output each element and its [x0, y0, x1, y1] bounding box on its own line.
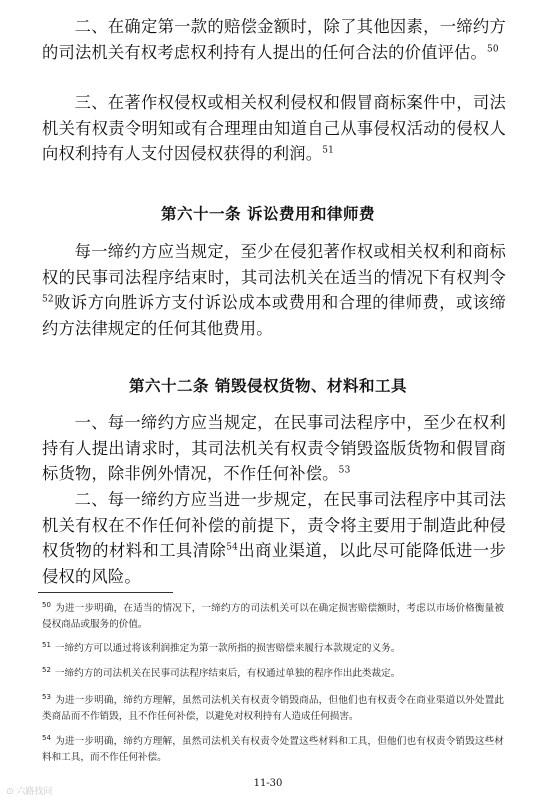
- footnote-text: 一缔约方可以通过将该利润推定为第一款所指的损害赔偿来履行本款规定的义务。: [54, 643, 401, 654]
- footnote-ref-53[interactable]: 53: [338, 465, 351, 476]
- paragraph-60-2: [42, 14, 506, 65]
- paragraph-text: 每一缔约方应当规定，至少在侵犯著作权或相关权利和商标权的民事司法程序结束时，其司法机关在适当的情况下有权判令: [42, 242, 506, 287]
- footnote-text: 为进一步明确，在适当的情况下，一缔约方的司法机关可以在确定损害赔偿额时，考虑以市场价格衡量被侵权商品或服务的价值。: [42, 603, 504, 630]
- footnote-53: [42, 693, 504, 725]
- paragraph-text: 二、在确定第一款的赔偿金额时，除了其他因素，一缔约方的司法机关有权考虑权利持有人提出的任何合法的价值评估。: [42, 17, 506, 62]
- article-62-heading: 第六十二条 销毁侵权货物、材料和工具: [129, 377, 407, 395]
- paragraph-text: 二、每一缔约方应当进一步规定，在民事司法程序中其司法机关有权在不作任何补偿的前提下，责令将主要用于制造此种侵权货物的材料和工具清除: [42, 490, 506, 560]
- footnote-text: 为进一步明确，缔约方理解，虽然司法机关有权责令处置这些材料和工具，但他们也有权责令销毁这些材料和工具，而不作任何补偿。: [42, 736, 504, 763]
- footnote-divider: [38, 592, 173, 593]
- footnote-ref-52[interactable]: 52: [42, 294, 54, 305]
- footnote-number: 52: [42, 665, 51, 674]
- paragraph-text: 败诉方向胜诉方支付诉讼成本或费用和合理的律师费，或该缔约方法律规定的任何其他费用。: [42, 293, 506, 338]
- footnote-ref-50[interactable]: 50: [487, 44, 499, 55]
- footnote-54: [42, 734, 504, 766]
- footnote-51: [42, 641, 504, 657]
- paragraph-60-3: [42, 90, 506, 167]
- paragraph-text: 一、每一缔约方应当规定，在民事司法程序中，至少在权利持有人提出请求时，其司法机关有权责令销毁盗版货物和假冒商标货物，除非例外情况，不作任何补偿。: [42, 413, 506, 483]
- footnote-number: 53: [42, 692, 51, 701]
- watermark-logo: ⊙ 六路找问: [6, 787, 53, 797]
- footnote-text: 为进一步明确，缔约方理解，虽然司法机关有权责令销毁商品，但他们也有权责令在商业渠道以外处置此类商品而不作销毁，且不作任何补偿，以避免对权利持有人造成任何损害。: [42, 695, 504, 722]
- footnote-ref-51[interactable]: 51: [322, 145, 335, 156]
- footnote-ref-54[interactable]: 54: [226, 542, 239, 553]
- footnote-number: 50: [42, 600, 51, 609]
- footnote-number: 54: [42, 733, 51, 742]
- paragraph-61: [42, 239, 506, 341]
- footnote-50: [42, 601, 504, 633]
- footnote-text: 一缔约方的司法机关在民事司法程序结束后，有权通过单独的程序作出此类裁定。: [54, 668, 401, 679]
- paragraph-text: 出商业渠道，以此尽可能降低进一步侵权的风险。: [42, 541, 507, 586]
- paragraph-62-2: [42, 487, 506, 589]
- paragraph-text: 三、在著作权侵权或相关权利侵权和假冒商标案件中，司法机关有权责令明知或有合理理由知道自己从事侵权活动的侵权人向权利持有人支付因侵权获得的利润。: [42, 93, 506, 163]
- page-number: 11-30: [253, 778, 283, 789]
- article-61-heading: 第六十一条 诉讼费用和律师费: [161, 205, 375, 223]
- footnote-52: [42, 666, 504, 682]
- paragraph-62-1: [42, 410, 506, 487]
- footnote-number: 51: [42, 640, 51, 649]
